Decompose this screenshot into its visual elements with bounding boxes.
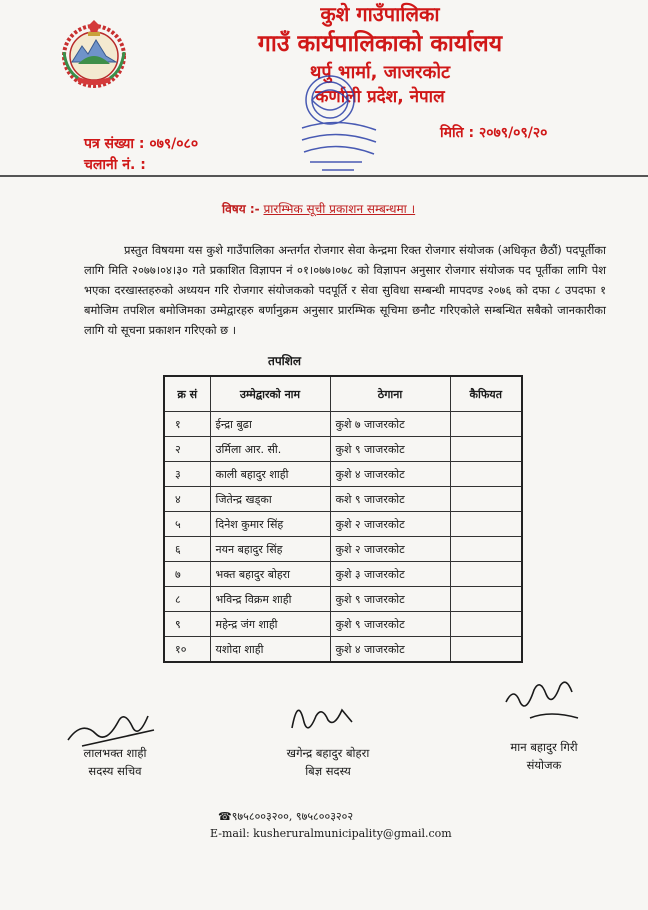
header-name: उम्मेद्वारको नाम [210, 376, 330, 412]
subject-value: प्रारम्भिक सूची प्रकाशन सम्बन्धमा । [263, 202, 416, 216]
office-stamp-icon [292, 70, 384, 174]
row-sn: १ [164, 412, 210, 437]
row-sn: ८ [164, 587, 210, 612]
row-remark [450, 587, 522, 612]
date-value: २०७९/०९/२० [478, 125, 548, 141]
table-header-row [164, 376, 522, 412]
row-remark [450, 512, 522, 537]
header-sn: क्र सं [164, 376, 210, 412]
date-label: मिति : [440, 125, 475, 141]
row-sn: ५ [164, 512, 210, 537]
table-row [164, 537, 522, 562]
province-country: कर्णाली प्रदेश, नेपाल [315, 87, 445, 107]
row-name: भक्त बहादुर बोहरा [210, 562, 330, 587]
telephone-icon: ☎ [218, 810, 232, 823]
row-name: दिनेश कुमार सिंह [210, 512, 330, 537]
table-row [164, 487, 522, 512]
signatory-name: मान बहादुर गिरी [510, 740, 578, 754]
row-address: कुशे ९ जाजरकोट [330, 587, 450, 612]
signature-expert-member [258, 744, 398, 780]
notice-body: प्रस्तुत विषयमा यस कुशे गाउँपालिका अन्तर्गत रोजगार सेवा केन्द्रमा रिक्त रोजगार संयोजक (अधिकृत छैठौं) पदपूर्तीका लागि मिति २०७७।०४।३० गते प्रकाशित विज्ञापन नं ०१।०७७।०७८ को विज्ञापन अनुसार रोजगार संयोजक पद पूर्तीका लागि पेश भएका दरखास्तहरुको अध्ययन गरि रोजगार संयोजकको पदपूर्ति र सेवा सुविधा सम्बन्धी मापदण्ड २०७६ को दफा ८ उपदफा १ बमोजिम तपशिल बमोजिमका उम्मेद्वारहरु बर्णानुक्रम अनुसार प्रारम्भिक सूचिमा छनौट गरिएकोले सम्बन्धित सबैको जानकारीका लागि यो सूचना प्रकाशन गरिएको छ । [84, 243, 606, 337]
row-remark [450, 612, 522, 637]
municipality-name: कुशे गाउँपालिका [320, 2, 440, 26]
row-address: कुशे २ जाजरकोट [330, 512, 450, 537]
row-name: भविन्द्र विक्रम शाही [210, 587, 330, 612]
row-name: नयन बहादुर सिंह [210, 537, 330, 562]
header-remarks: कैफियत [450, 376, 522, 412]
reference-number [84, 134, 198, 153]
row-address: कुशे ३ जाजरकोट [330, 562, 450, 587]
row-address: कुशे ४ जाजरकोट [330, 462, 450, 487]
row-remark [450, 637, 522, 663]
signatory-name: खगेन्द्र बहादुर बोहरा [286, 746, 370, 760]
row-sn: ३ [164, 462, 210, 487]
row-address: कुशे ९ जाजरकोट [330, 612, 450, 637]
row-name: यशोदा शाही [210, 637, 330, 663]
header-address: ठेगाना [330, 376, 450, 412]
signature-mark-coordinator [500, 672, 586, 728]
row-sn: २ [164, 437, 210, 462]
email-line: E-mail: kusheruralmunicipality@gmail.com [210, 827, 452, 840]
row-name: काली बहादुर शाही [210, 462, 330, 487]
nepal-emblem-icon [58, 18, 130, 90]
reference-value: ०७९/०८० [149, 136, 199, 152]
row-address: कशे ९ जाजरकोट [330, 487, 450, 512]
row-sn: ६ [164, 537, 210, 562]
contact-info [210, 808, 452, 842]
issue-date [440, 123, 547, 142]
row-address: कुशे ७ जाजरकोट [330, 412, 450, 437]
row-address: कुशे ४ जाजरकोट [330, 637, 450, 663]
subject-label: विषय :- [222, 202, 260, 216]
office-address: थर्पु भार्मा, जाजरकोट [309, 62, 451, 83]
table-row [164, 562, 522, 587]
table-row [164, 587, 522, 612]
header-divider [0, 175, 648, 177]
table-row [164, 437, 522, 462]
row-name: उर्मिला आर. सी. [210, 437, 330, 462]
row-name: जितेन्द्र खड्का [210, 487, 330, 512]
table-title: तपशिल [268, 354, 302, 368]
table-row [164, 512, 522, 537]
row-sn: ७ [164, 562, 210, 587]
row-remark [450, 437, 522, 462]
table-row [164, 412, 522, 437]
signature-mark-expert-member [282, 692, 362, 740]
office-name: गाउँ कार्यपालिकाको कार्यालय [257, 31, 503, 57]
row-remark [450, 487, 522, 512]
row-remark [450, 537, 522, 562]
table-row [164, 462, 522, 487]
table-row [164, 612, 522, 637]
signatory-title: संयोजक [526, 758, 562, 772]
candidate-table [163, 375, 523, 663]
row-address: कुशे २ जाजरकोट [330, 537, 450, 562]
row-sn: ९ [164, 612, 210, 637]
row-sn: ४ [164, 487, 210, 512]
signature-member-secretary [60, 744, 170, 780]
reference-label: पत्र संख्या : [84, 136, 145, 152]
row-name: ईन्द्रा बुढा [210, 412, 330, 437]
row-name: महेन्द्र जंग शाही [210, 612, 330, 637]
row-remark [450, 412, 522, 437]
signatory-title: सदस्य सचिव [88, 764, 142, 778]
phone-line [210, 808, 452, 825]
dispatch-number: चलानी नं. : [84, 157, 146, 173]
row-sn: १० [164, 637, 210, 663]
subject-line [222, 200, 415, 217]
row-address: कुशे ९ जाजरकोट [330, 437, 450, 462]
row-remark [450, 462, 522, 487]
signature-coordinator [488, 738, 600, 774]
signatory-name: लालभक्त शाही [83, 746, 147, 760]
table-row [164, 637, 522, 663]
row-remark [450, 562, 522, 587]
signatory-title: बिज्ञ सदस्य [305, 764, 351, 778]
phone-numbers: ९७५८००३२००, ९७५८००३२०२ [231, 810, 354, 823]
